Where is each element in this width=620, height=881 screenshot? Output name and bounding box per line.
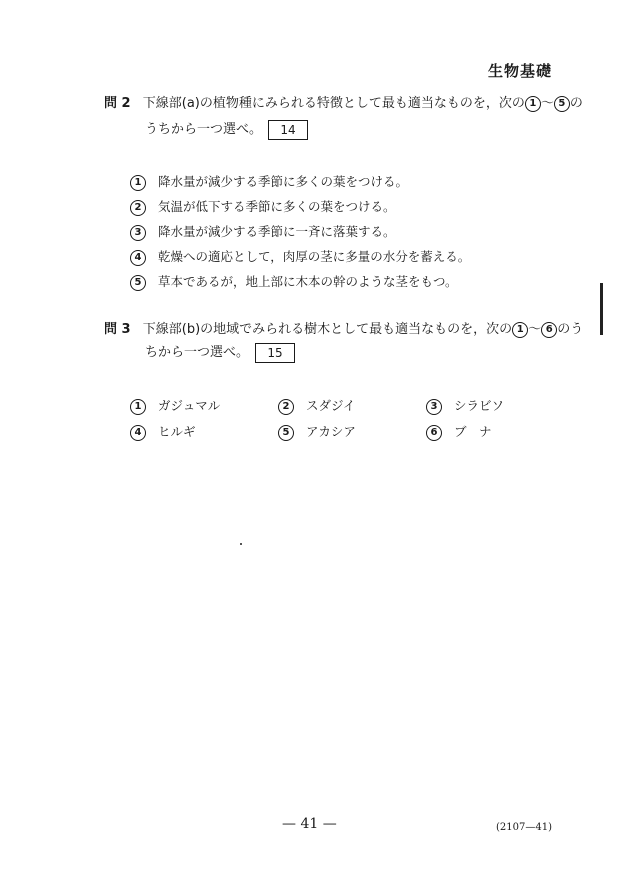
q2-text-c: の (569, 96, 583, 111)
subject-title: 生物基礎 (488, 62, 553, 80)
q3-choice-1-number: 1 (130, 399, 146, 415)
q2-line1 (104, 92, 583, 116)
q2-choice-4-number: 4 (130, 250, 146, 266)
q3-text-b: の地域でみられる樹木として最も適当なものを，次の (200, 322, 513, 337)
q2-choice-4[interactable] (130, 247, 470, 266)
q2-choice-5[interactable] (130, 272, 458, 291)
scan-edge-mark (600, 283, 603, 335)
q2-choice-3-number: 3 (130, 225, 146, 241)
q2-choice-2-number: 2 (130, 200, 146, 216)
q3-choice-6-text: ブ ナ (454, 424, 492, 439)
q3-choice-1[interactable] (130, 396, 220, 415)
q3-answer-box[interactable]: 15 (255, 343, 295, 363)
q3-choice-2-text: スダジイ (306, 398, 356, 413)
q3-text-c: のう (557, 322, 584, 337)
q2-answer-box[interactable]: 14 (268, 120, 308, 140)
q3-line2 (145, 341, 295, 365)
q3-underline-marker: (b) (181, 322, 201, 337)
q3-choice-4-text: ヒルギ (158, 424, 196, 439)
q3-range-start: 1 (512, 322, 528, 338)
q2-line2 (145, 118, 308, 142)
scan-speck (240, 543, 242, 545)
q3-label: 問 3 (104, 322, 131, 337)
page-code: (2107—41) (496, 822, 552, 833)
q2-text-b: の植物種にみられる特徴として最も適当なものを，次の (199, 96, 525, 111)
q2-choice-2-text: 気温が低下する季節に多くの葉をつける。 (158, 199, 396, 214)
q3-text-a: 下線部 (142, 322, 182, 337)
q2-choice-3[interactable] (130, 222, 396, 241)
page-number: — 41 — (282, 816, 337, 832)
q2-choice-2[interactable] (130, 197, 396, 216)
q3-choice-1-text: ガジュマル (158, 398, 221, 413)
q3-line1 (104, 318, 583, 342)
q2-range-end: 5 (554, 96, 570, 112)
q3-choice-5[interactable] (278, 422, 356, 441)
q3-choice-5-number: 5 (278, 425, 294, 441)
q2-choice-5-text: 草本であるが，地上部に木本の幹のような茎をもつ。 (158, 274, 458, 289)
q3-choice-4-number: 4 (130, 425, 146, 441)
q3-choice-6-number: 6 (426, 425, 442, 441)
q2-underline-marker: (a) (181, 96, 200, 111)
q3-choice-6[interactable] (426, 422, 492, 441)
q2-text-a: 下線部 (142, 96, 182, 111)
q3-choice-2-number: 2 (278, 399, 294, 415)
q2-choice-5-number: 5 (130, 275, 146, 291)
q3-choice-3-text: シラビソ (454, 398, 505, 413)
q3-text-line2: ちから一つ選べ。 (145, 345, 250, 360)
q2-choice-4-text: 乾燥への適応として，肉厚の茎に多量の水分を蓄える。 (158, 249, 471, 264)
q2-tilde: ～ (540, 96, 554, 111)
q3-choice-5-text: アカシア (306, 424, 356, 439)
q2-choice-3-text: 降水量が減少する季節に一斉に落葉する。 (158, 224, 396, 239)
q2-choice-1[interactable] (130, 172, 408, 191)
q2-choice-1-number: 1 (130, 175, 146, 191)
q2-choice-1-text: 降水量が減少する季節に多くの葉をつける。 (158, 174, 409, 189)
q3-range-end: 6 (541, 322, 557, 338)
q3-choice-3[interactable] (426, 396, 504, 415)
q2-label: 問 2 (104, 96, 131, 111)
q2-range-start: 1 (525, 96, 541, 112)
q3-tilde: ～ (528, 322, 542, 337)
q3-choice-3-number: 3 (426, 399, 442, 415)
q3-choice-4[interactable] (130, 422, 196, 441)
q3-choice-2[interactable] (278, 396, 355, 415)
q2-text-line2: うちから一つ選べ。 (145, 122, 263, 137)
